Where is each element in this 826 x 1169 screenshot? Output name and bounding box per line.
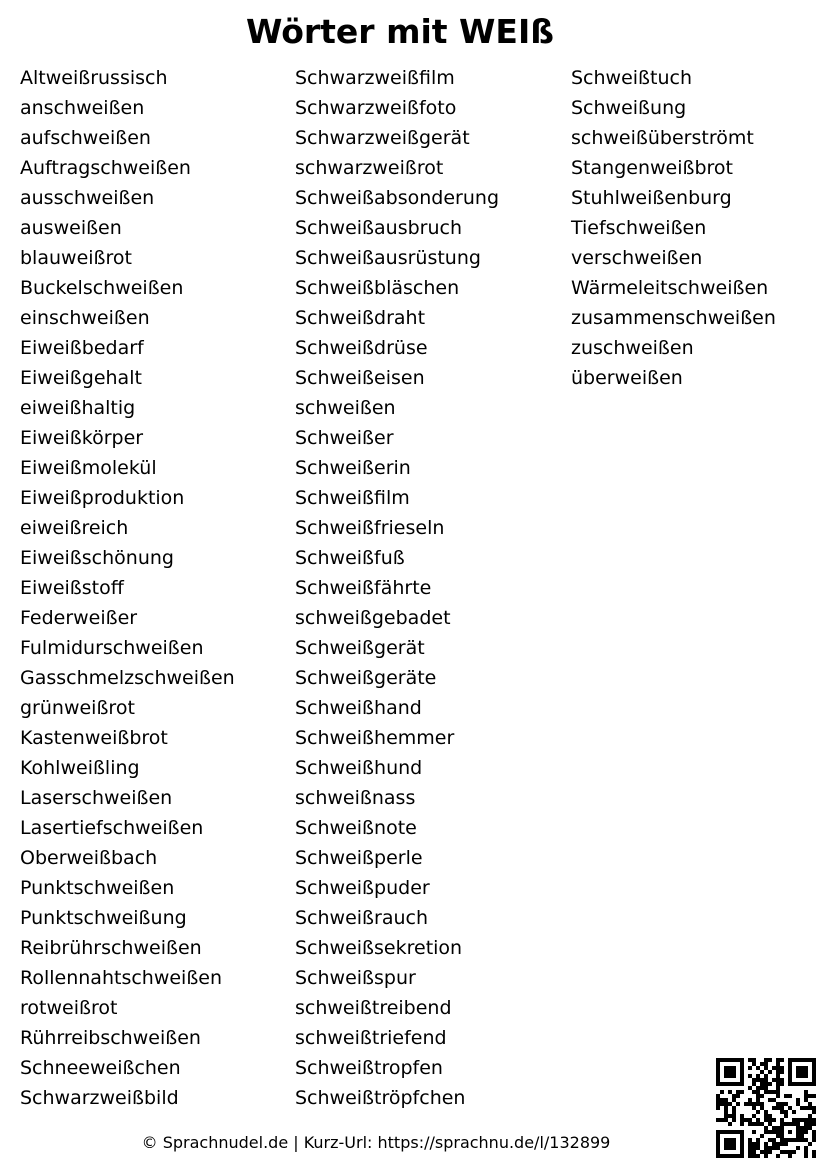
word-item: Oberweißbach: [20, 847, 158, 869]
word-item: schweißgebadet: [295, 607, 451, 629]
page-title: Wörter mit WEIß: [245, 12, 554, 51]
word-item: Schweißdrüse: [295, 337, 428, 359]
word-item: ausweißen: [20, 217, 122, 239]
word-item: Eiweißkörper: [20, 427, 144, 449]
word-item: Federweißer: [20, 607, 138, 629]
word-item: Schwarzweißgerät: [295, 127, 470, 149]
qr-code-icon: [716, 1058, 816, 1158]
word-item: Schweißspur: [295, 967, 416, 989]
word-item: Schweißer: [295, 427, 394, 449]
word-item: Schweißtuch: [571, 67, 693, 89]
word-item: eiweißhaltig: [20, 397, 136, 419]
word-item: Schweißgeräte: [295, 667, 437, 689]
word-item: grünweißrot: [20, 697, 135, 719]
word-item: einschweißen: [20, 307, 150, 329]
word-item: Wärmeleitschweißen: [571, 277, 769, 299]
word-item: zusammenschweißen: [571, 307, 776, 329]
word-item: rotweißrot: [20, 997, 118, 1019]
word-item: blauweißrot: [20, 247, 132, 269]
word-item: Schweißgerät: [295, 637, 425, 659]
word-item: schweißtreibend: [295, 997, 452, 1019]
word-item: Schweißausrüstung: [295, 247, 481, 269]
word-item: überweißen: [571, 367, 683, 389]
word-item: Schweißhemmer: [295, 727, 455, 749]
word-item: Schweißung: [571, 97, 687, 119]
word-item: Eiweißschönung: [20, 547, 174, 569]
word-column-1: [20, 63, 235, 1113]
word-item: Schweißpuder: [295, 877, 430, 899]
word-item: Schweißtropfen: [295, 1057, 443, 1079]
word-item: aufschweißen: [20, 127, 151, 149]
word-item: Schweißeisen: [295, 367, 425, 389]
word-item: schweißen: [295, 397, 396, 419]
word-item: schweißnass: [295, 787, 416, 809]
word-item: Lasertiefschweißen: [20, 817, 204, 839]
word-item: Schweißrauch: [295, 907, 429, 929]
word-item: Schneeweißchen: [20, 1057, 181, 1079]
word-item: zuschweißen: [571, 337, 694, 359]
word-item: Schweißerin: [295, 457, 411, 479]
word-item: Laserschweißen: [20, 787, 173, 809]
word-item: Schweißfährte: [295, 577, 432, 599]
word-item: Schweißfilm: [295, 487, 410, 509]
word-item: Altweißrussisch: [20, 67, 168, 89]
word-item: eiweißreich: [20, 517, 129, 539]
word-item: Stangenweißbrot: [571, 157, 733, 179]
word-item: Schweißhund: [295, 757, 423, 779]
word-item: Schweißhand: [295, 697, 422, 719]
word-column-3: [571, 63, 776, 393]
word-item: ausschweißen: [20, 187, 155, 209]
word-item: Schweißperle: [295, 847, 423, 869]
word-item: Schweißdraht: [295, 307, 426, 329]
word-item: Eiweißmolekül: [20, 457, 157, 479]
word-item: Punktschweißung: [20, 907, 187, 929]
word-item: Gasschmelzschweißen: [20, 667, 235, 689]
word-item: verschweißen: [571, 247, 703, 269]
word-item: Schweißbläschen: [295, 277, 460, 299]
word-item: schweißüberströmt: [571, 127, 754, 149]
word-item: Rollennahtschweißen: [20, 967, 223, 989]
word-item: Eiweißbedarf: [20, 337, 144, 359]
word-item: Punktschweißen: [20, 877, 175, 899]
word-item: Eiweißstoff: [20, 577, 124, 599]
word-item: Schwarzweißbild: [20, 1087, 179, 1109]
word-item: schwarzweißrot: [295, 157, 444, 179]
word-item: schweißtriefend: [295, 1027, 447, 1049]
word-item: Schweißsekretion: [295, 937, 463, 959]
word-item: Reibrührschweißen: [20, 937, 202, 959]
word-item: Buckelschweißen: [20, 277, 184, 299]
word-item: Stuhlweißenburg: [571, 187, 732, 209]
word-item: Kastenweißbrot: [20, 727, 168, 749]
word-item: anschweißen: [20, 97, 145, 119]
word-item: Schweißfuß: [295, 547, 405, 569]
word-item: Schweißausbruch: [295, 217, 463, 239]
word-item: Tiefschweißen: [571, 217, 707, 239]
word-item: Fulmidurschweißen: [20, 637, 204, 659]
word-item: Schwarzweißfoto: [295, 97, 457, 119]
word-item: Schwarzweißfilm: [295, 67, 455, 89]
word-item: Schweißfrieseln: [295, 517, 445, 539]
footer-credit: © Sprachnudel.de | Kurz-Url: https://sprachnu.de/l/132899: [141, 1133, 611, 1152]
word-column-2: [295, 63, 499, 1113]
word-item: Eiweißgehalt: [20, 367, 142, 389]
word-item: Rührreibschweißen: [20, 1027, 201, 1049]
word-item: Schweißabsonderung: [295, 187, 499, 209]
word-item: Schweißnote: [295, 817, 417, 839]
word-item: Auftragschweißen: [20, 157, 191, 179]
word-item: Eiweißproduktion: [20, 487, 185, 509]
word-item: Schweißtröpfchen: [295, 1087, 466, 1109]
word-item: Kohlweißling: [20, 757, 140, 779]
